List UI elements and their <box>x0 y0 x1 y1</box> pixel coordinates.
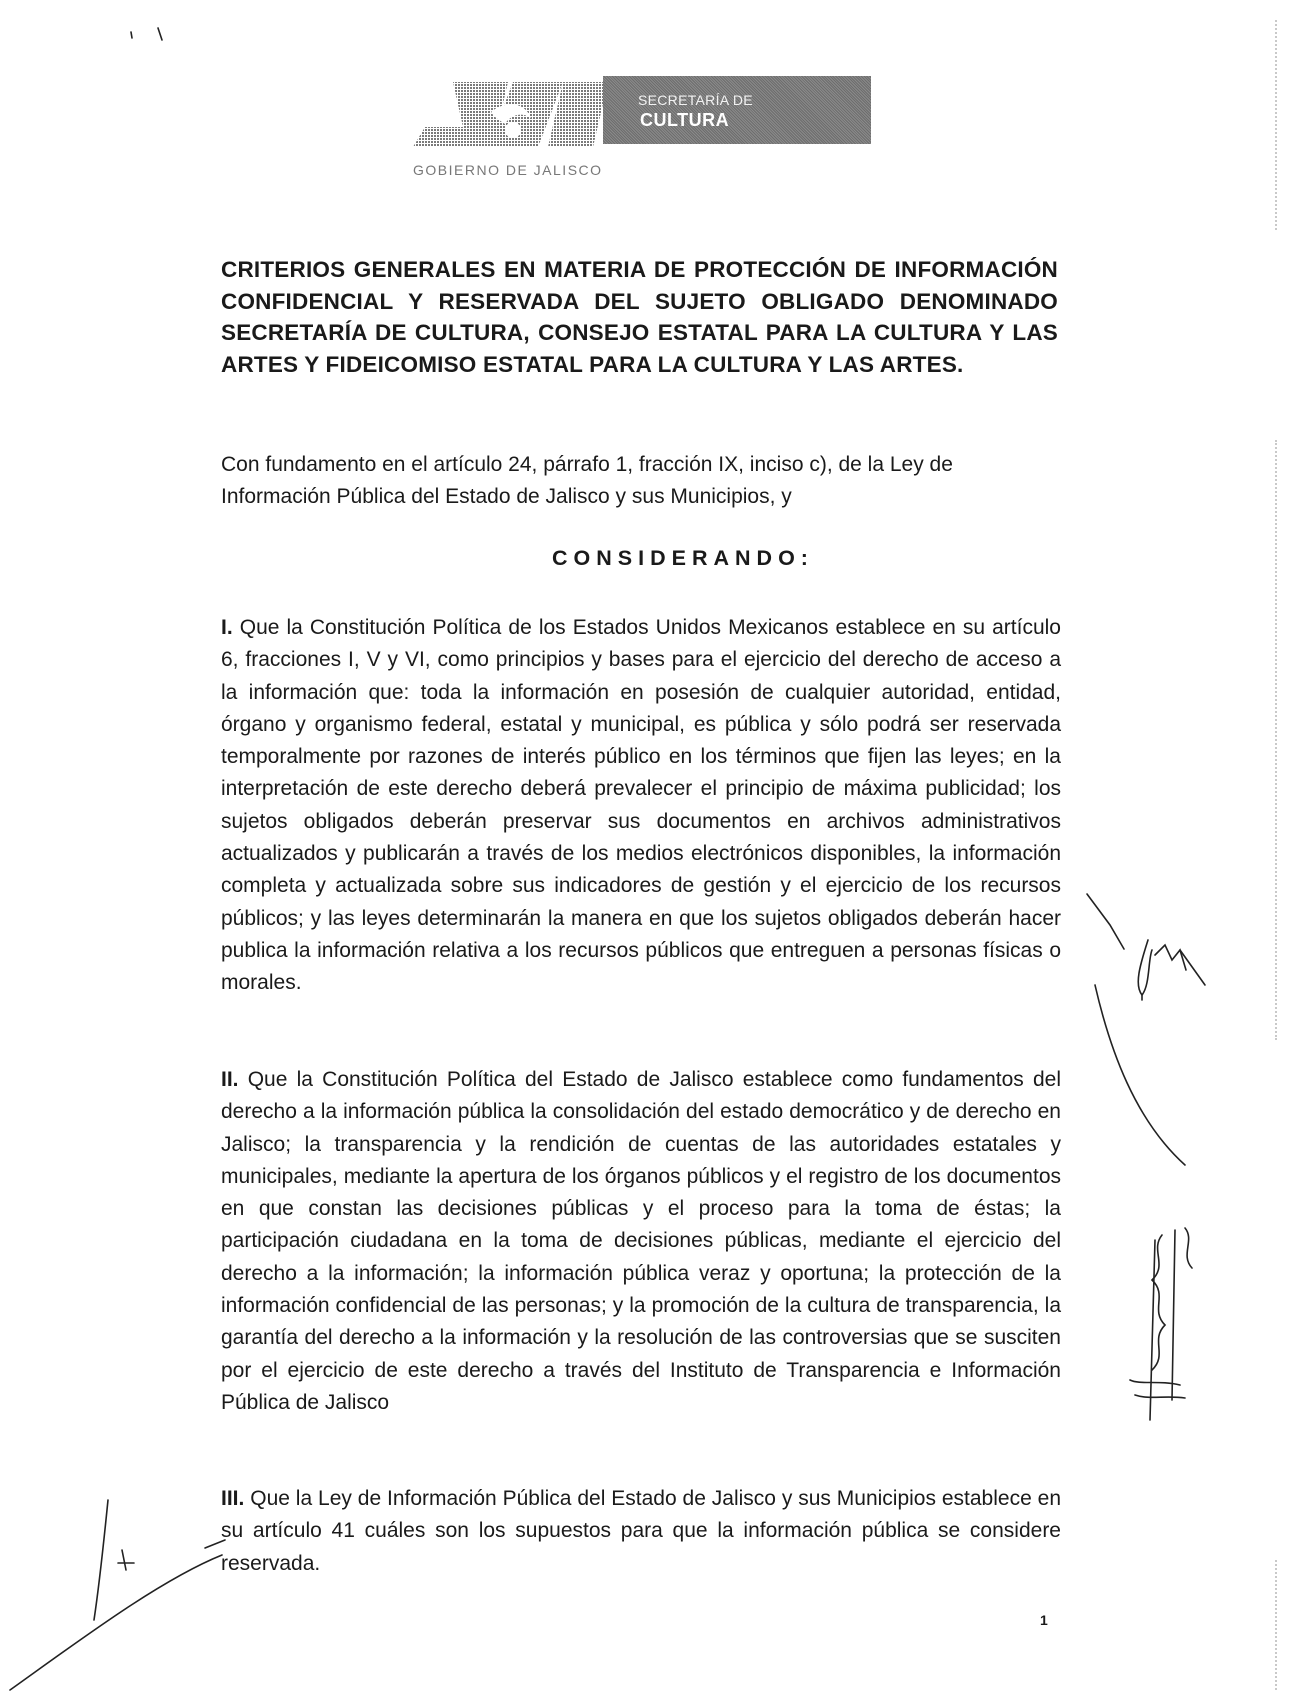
paragraph-text: Que la Ley de Información Pública del Estado de Jalisco y sus Municipios establece en su artículo 41 cuáles son los supuestos para que la información pública se considere reservada. <box>221 1487 1061 1575</box>
considerando-heading: CONSIDERANDO: <box>552 546 814 570</box>
jalisco-emblem-icon <box>413 72 613 157</box>
intro-paragraph: Con fundamento en el artículo 24, párrafo 1, fracción IX, inciso c), de la Ley de Información Pública del Estado de Jalisco y sus Municipios, y <box>221 453 953 508</box>
considerando-paragraph-3 <box>221 1483 1061 1580</box>
scan-tick-mark <box>131 32 132 38</box>
paragraph-numeral: I. <box>221 616 233 639</box>
scan-edge-top <box>1275 20 1278 230</box>
paragraph-numeral: III. <box>221 1487 245 1510</box>
document-title: CRITERIOS GENERALES EN MATERIA DE PROTECCIÓN DE INFORMACIÓN CONFIDENCIAL Y RESERVADA DEL SUJETO OBLIGADO DENOMINADO SECRETARÍA DE CULTURA, CONSEJO ESTATAL PARA LA CULTURA Y LAS ARTES Y FIDEICOMISO ESTATAL PARA LA CULTURA Y LAS ARTES. <box>221 257 1058 377</box>
paragraph-text: Que la Constitución Política de los Estados Unidos Mexicanos establece en su artículo 6, fracciones I, V y VI, como principios y bases para el ejercicio del derecho de acceso a la información que: toda la información en posesión de cualquier autoridad, entidad, órgano y organismo federal, estatal y municipal, es pública y sólo podrá ser reservada temporalmente por razones de interés público en los términos que fijen las leyes; en la interpretación de este derecho deberá prevalecer el principio de máxima publicidad; los sujetos obligados deberán preservar sus documentos en archivos administrativos actualizados y publicarán a través de los medios electrónicos disponibles, la información completa y actualizada sobre sus indicadores de gestión y el ejercicio de los recursos públicos; y las leyes determinarán la manera en que los sujetos obligados deberán hacer publica la información relativa a los recursos públicos que entreguen a personas físicas o morales. <box>221 616 1061 995</box>
margin-signature-2 <box>1130 1228 1192 1420</box>
department-prefix: SECRETARÍA DE <box>638 92 753 108</box>
margin-signature-3 <box>10 1500 225 1690</box>
paragraph-numeral: II. <box>221 1068 239 1091</box>
paragraph-text: Que la Constitución Política del Estado de Jalisco establece como fundamentos del derecho a la información pública la consolidación del estado democrático y de derecho en Jalisco; la transparencia y la rendición de cuentas de las autoridades estatales y municipales, mediante la apertura de los órganos públicos y el registro de los documentos en que constan las decisiones públicas y el proceso para la toma de éstas; la participación ciudadana en la toma de decisiones públicas, mediante el ejercicio del derecho a la información; la información pública veraz y oportuna; la protección de la información confidencial de las personas; y la promoción de la cultura de transparencia, la garantía del derecho a la información y la resolución de las controversias que se susciten por el ejercicio de este derecho a través del Instituto de Transparencia e Información Pública de Jalisco <box>221 1068 1061 1414</box>
page-number: 1 <box>1040 1612 1048 1628</box>
government-caption: GOBIERNO DE JALISCO <box>413 162 603 178</box>
margin-signature-1 <box>1087 894 1205 1165</box>
department-name: CULTURA <box>640 110 730 130</box>
scan-edge-bottom <box>1275 1560 1278 1690</box>
considerando-paragraph-2 <box>221 1064 1061 1419</box>
scan-tick-mark <box>158 28 162 40</box>
scan-edge-middle <box>1275 440 1278 1040</box>
considerando-paragraph-1 <box>221 612 1061 1000</box>
